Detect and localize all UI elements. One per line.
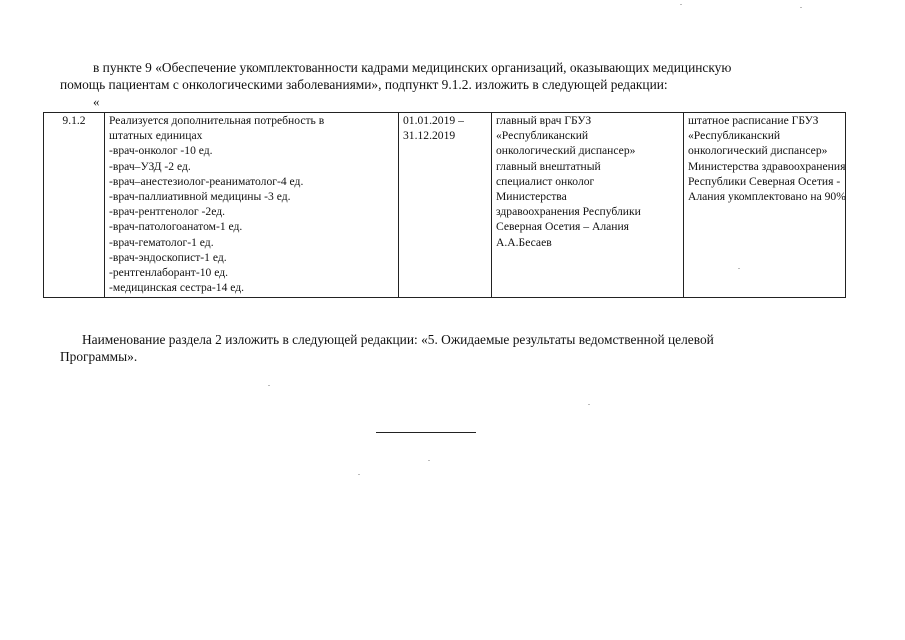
description-line: штатных единицах bbox=[109, 129, 203, 143]
period-line: 31.12.2019 bbox=[403, 129, 456, 143]
description-line: -врач–УЗД -2 ед. bbox=[109, 159, 191, 173]
responsible-line: главный врач ГБУЗ bbox=[496, 114, 592, 127]
result-line: Республики Северная Осетия - bbox=[688, 174, 841, 188]
scan-speck bbox=[268, 385, 270, 386]
responsible-line: специалист онколог bbox=[496, 174, 595, 188]
opening-quote-mark: « bbox=[93, 94, 100, 109]
description-cell bbox=[105, 113, 399, 298]
description-line: -врач-паллиативной медицины -3 ед. bbox=[109, 190, 291, 204]
item-number: 9.1.2 bbox=[62, 114, 86, 127]
description-line: -врач-онколог -10 ед. bbox=[109, 144, 213, 158]
item-number-cell bbox=[44, 113, 105, 298]
intro-line-1: в пункте 9 «Обеспечение укомплектованности кадрами медицинских организаций, оказывающих медицинскую bbox=[93, 60, 732, 75]
amendment-table bbox=[43, 112, 846, 298]
responsible-line: Северная Осетия – Алания bbox=[496, 220, 629, 234]
description-line: -врач-эндоскопист-1 ед. bbox=[109, 250, 227, 264]
period-cell bbox=[399, 113, 492, 298]
section-rename-paragraph bbox=[60, 331, 840, 365]
result-line: «Республиканский bbox=[688, 129, 781, 143]
result-line: Алания укомплектовано на 90% bbox=[688, 190, 846, 204]
period-line: 01.01.2019 – bbox=[403, 114, 464, 127]
responsible-line: Министерства bbox=[496, 190, 567, 204]
responsible-line: А.А.Бесаев bbox=[496, 235, 552, 249]
description-line: -рентгенлаборант-10 ед. bbox=[109, 266, 229, 280]
description-line: -врач-патологоанатом-1 ед. bbox=[109, 220, 243, 234]
responsible-line: онкологический диспансер» bbox=[496, 144, 636, 158]
result-line: онкологический диспансер» bbox=[688, 144, 828, 158]
scan-speck bbox=[680, 4, 682, 5]
scan-speck bbox=[800, 7, 802, 8]
result-line: штатное расписание ГБУЗ bbox=[688, 114, 819, 127]
description-line: -врач-гематолог-1 ед. bbox=[109, 235, 214, 249]
description-line: -медицинская сестра-14 ед. bbox=[109, 281, 245, 295]
responsible-line: главный внештатный bbox=[496, 159, 601, 173]
table-row bbox=[44, 113, 846, 298]
section-line-2: Программы». bbox=[60, 349, 138, 364]
responsible-line: здравоохранения Республики bbox=[496, 205, 641, 219]
scan-speck bbox=[738, 268, 740, 269]
scan-speck bbox=[428, 460, 430, 461]
closing-rule bbox=[376, 432, 476, 433]
responsible-line: «Республиканский bbox=[496, 129, 589, 143]
intro-line-2: помощь пациентам с онкологическими заболеваниями», подпункт 9.1.2. изложить в следующей редакции: bbox=[60, 77, 668, 92]
scan-speck bbox=[358, 474, 360, 475]
result-cell bbox=[684, 113, 846, 298]
description-line: -врач-рентгенолог -2ед. bbox=[109, 205, 225, 219]
responsible-cell bbox=[492, 113, 684, 298]
scan-speck bbox=[588, 404, 590, 405]
intro-paragraph bbox=[60, 59, 840, 93]
section-line-1: Наименование раздела 2 изложить в следующей редакции: «5. Ожидаемые результаты ведомственной целевой bbox=[82, 332, 714, 347]
description-line: Реализуется дополнительная потребность в bbox=[109, 114, 325, 127]
result-line: Министерства здравоохранения bbox=[688, 159, 846, 173]
description-line: -врач–анестезиолог-реаниматолог-4 ед. bbox=[109, 174, 304, 188]
